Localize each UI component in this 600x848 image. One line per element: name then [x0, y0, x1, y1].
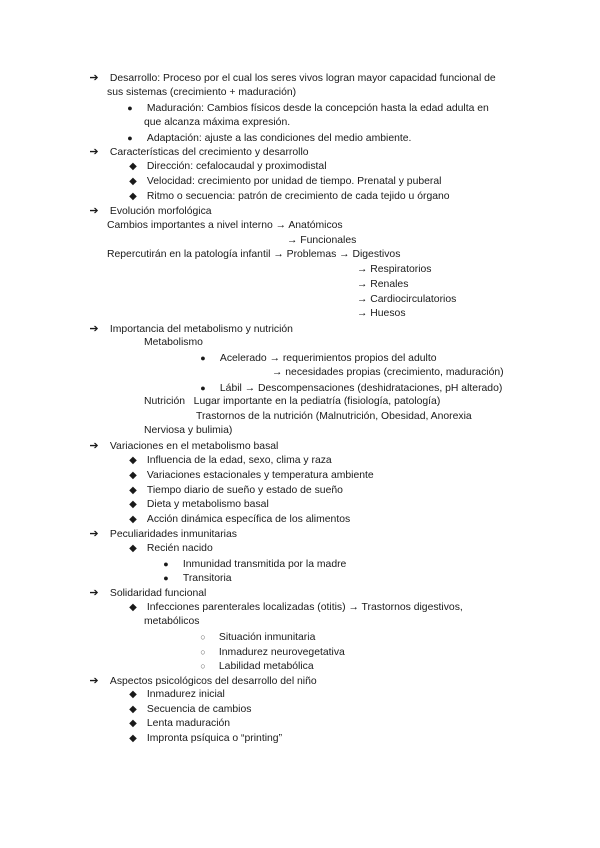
variaciones-heading	[88, 439, 278, 454]
caracteristicas-title: Características del crecimiento y desarrollo	[109, 147, 309, 158]
list-item-text: Tiempo diario de sueño y estado de sueño	[146, 485, 343, 496]
diamond-icon: ◆	[129, 176, 137, 187]
list-item	[128, 498, 269, 512]
labil-text: Lábil → Descompensaciones (deshidrataciones, pH alterado)	[219, 383, 503, 394]
metabolismo-heading	[88, 322, 293, 337]
list-item	[128, 175, 441, 189]
problema-item: → Respiratorios	[357, 264, 432, 275]
adaptacion-line	[126, 131, 411, 146]
acelerado-text: Acelerado → requerimientos propios del adulto	[219, 353, 437, 364]
psicologicos-title: Aspectos psicológicos del desarrollo del niño	[109, 676, 317, 687]
diamond-icon: ◆	[129, 704, 137, 715]
circle-icon: ○	[200, 647, 206, 657]
list-item-text: Situación inmunitaria	[218, 632, 316, 643]
diamond-icon: ◆	[129, 485, 137, 496]
list-item	[162, 571, 232, 586]
inmunitarias-heading	[88, 527, 237, 542]
maduracion-text: Maduración: Cambios físicos desde la concepción hasta la edad adulta en	[146, 103, 489, 114]
recien-nacido-line	[128, 542, 213, 556]
list-item-text: Inmadurez neurovegetativa	[218, 647, 345, 658]
arrow-icon: ➔	[89, 205, 99, 217]
infecciones-text-cont: metabólicos	[144, 616, 200, 627]
trastornos-text-cont: Nerviosa y bulimia)	[144, 425, 233, 436]
diamond-icon: ◆	[129, 161, 137, 172]
list-item	[199, 659, 314, 674]
evolucion-heading	[88, 204, 212, 219]
list-item	[128, 469, 374, 483]
maduracion-line	[126, 101, 489, 116]
desarrollo-text-cont: sus sistemas (crecimiento + maduración)	[107, 87, 297, 98]
variaciones-title: Variaciones en el metabolismo basal	[109, 441, 279, 452]
list-item-text: Transitoria	[182, 573, 232, 584]
diamond-icon: ◆	[129, 470, 137, 481]
psicologicos-heading	[88, 674, 317, 689]
list-item-text: Velocidad: crecimiento por unidad de tiempo. Prenatal y puberal	[146, 176, 442, 187]
diamond-icon: ◆	[129, 733, 137, 744]
list-item	[199, 645, 345, 660]
desarrollo-text: Desarrollo: Proceso por el cual los seres vivos logran mayor capacidad funcional de	[109, 73, 496, 84]
acelerado-line	[199, 351, 437, 366]
solidaridad-heading	[88, 586, 206, 601]
arrow-icon: ➔	[89, 323, 99, 335]
list-item	[128, 513, 350, 527]
list-item	[199, 630, 315, 645]
cambios-text: Cambios importantes a nivel interno → Anatómicos	[107, 220, 343, 231]
maduracion-text-cont: que alcanza máxima expresión.	[144, 117, 291, 128]
list-item	[128, 160, 327, 174]
list-item-text: Variaciones estacionales y temperatura ambiente	[146, 470, 374, 481]
arrow-icon: ➔	[89, 587, 99, 599]
recien-nacido-text: Recién nacido	[146, 543, 213, 554]
list-item-text: Impronta psíquica o “printing”	[146, 733, 283, 744]
labil-line	[199, 381, 502, 396]
problema-item: → Huesos	[357, 308, 406, 319]
circle-icon: ○	[200, 632, 206, 642]
nutricion-text: Nutrición Lugar importante en la pediatría (fisiología, patología)	[144, 396, 441, 407]
repercutiran-text: Repercutirán en la patología infantil → Problemas → Digestivos	[107, 249, 401, 260]
diamond-icon: ◆	[129, 499, 137, 510]
arrow-icon: ➔	[89, 146, 99, 158]
bullet-icon: ●	[200, 383, 206, 393]
list-item-text: Influencia de la edad, sexo, clima y raza	[146, 455, 332, 466]
arrow-icon: ➔	[89, 675, 99, 687]
trastornos-text: Trastornos de la nutrición (Malnutrición, Obesidad, Anorexia	[196, 411, 472, 422]
list-item-text: Labilidad metabólica	[218, 661, 314, 672]
list-item	[162, 557, 346, 572]
infecciones-text: Infecciones parenterales localizadas (otitis) → Trastornos digestivos,	[146, 602, 463, 613]
bullet-icon: ●	[200, 353, 206, 363]
metabolismo-title: Importancia del metabolismo y nutrición	[109, 324, 293, 335]
acelerado-text-cont: → necesidades propias (crecimiento, maduración)	[272, 367, 504, 378]
funcionales-text: → Funcionales	[287, 235, 357, 246]
list-item	[128, 688, 225, 702]
arrow-icon: ➔	[89, 72, 99, 84]
list-item	[128, 703, 251, 717]
list-item	[128, 454, 332, 468]
metabolismo-label: Metabolismo	[144, 337, 203, 348]
list-item	[128, 717, 230, 731]
problema-item: → Cardiocirculatorios	[357, 294, 457, 305]
infecciones-line	[128, 601, 463, 615]
list-item-text: Secuencia de cambios	[146, 704, 252, 715]
list-item	[128, 190, 450, 204]
diamond-icon: ◆	[129, 543, 137, 554]
bullet-icon: ●	[127, 133, 133, 143]
diamond-icon: ◆	[129, 514, 137, 525]
solidaridad-title: Solidaridad funcional	[109, 588, 207, 599]
desarrollo-line	[88, 71, 496, 86]
caracteristicas-heading	[88, 145, 309, 160]
arrow-icon: ➔	[89, 440, 99, 452]
list-item	[128, 484, 343, 498]
bullet-icon: ●	[163, 559, 169, 569]
list-item-text: Lenta maduración	[146, 718, 231, 729]
diamond-icon: ◆	[129, 602, 137, 613]
diamond-icon: ◆	[129, 718, 137, 729]
circle-icon: ○	[200, 661, 206, 671]
list-item-text: Ritmo o secuencia: patrón de crecimiento de cada tejido u órgano	[146, 191, 450, 202]
diamond-icon: ◆	[129, 689, 137, 700]
problema-item: → Renales	[357, 279, 409, 290]
list-item-text: Dieta y metabolismo basal	[146, 499, 269, 510]
list-item-text: Dirección: cefalocaudal y proximodistal	[146, 161, 327, 172]
list-item-text: Acción dinámica específica de los alimentos	[146, 514, 351, 525]
bullet-icon: ●	[163, 573, 169, 583]
list-item-text: Inmadurez inicial	[146, 689, 225, 700]
diamond-icon: ◆	[129, 455, 137, 466]
list-item-text: Inmunidad transmitida por la madre	[182, 559, 347, 570]
diamond-icon: ◆	[129, 191, 137, 202]
bullet-icon: ●	[127, 103, 133, 113]
inmunitarias-title: Peculiaridades inmunitarias	[109, 529, 237, 540]
adaptacion-text: Adaptación: ajuste a las condiciones del medio ambiente.	[146, 133, 412, 144]
evolucion-title: Evolución morfológica	[109, 206, 212, 217]
arrow-icon: ➔	[89, 528, 99, 540]
list-item	[128, 732, 282, 746]
